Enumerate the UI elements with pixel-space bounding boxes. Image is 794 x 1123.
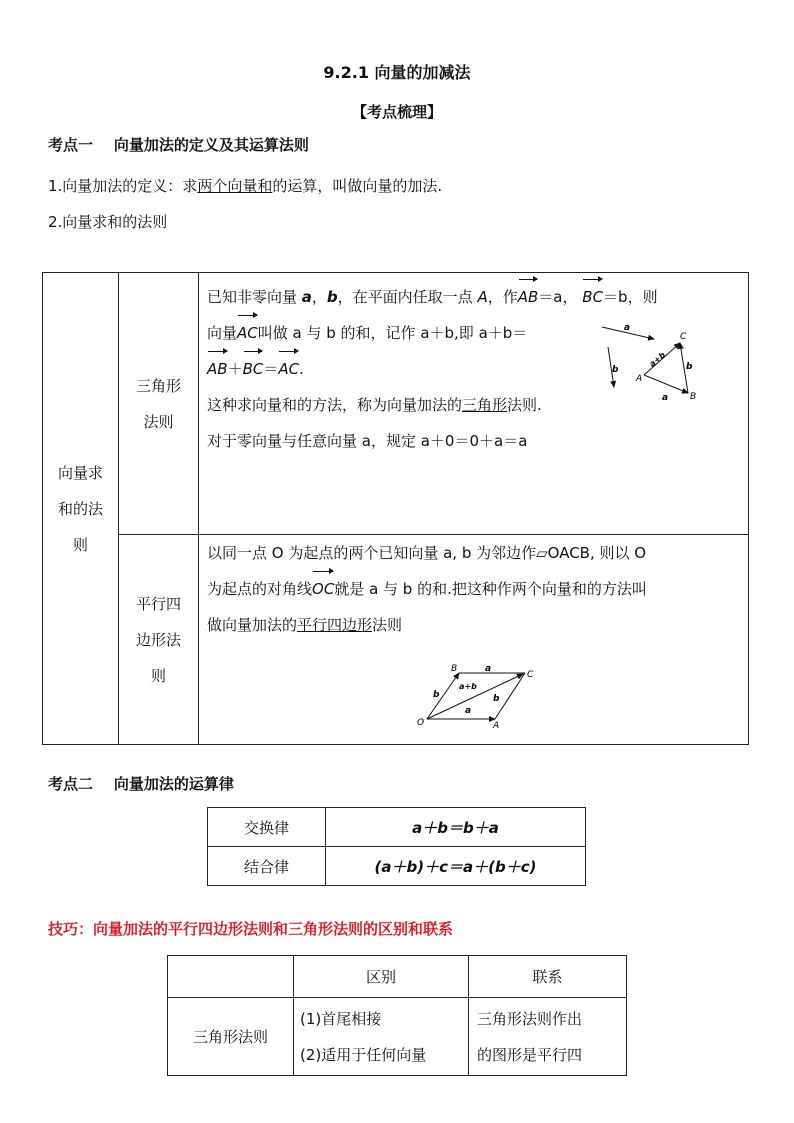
parallelogram-rule-figure [411, 661, 541, 729]
definition-paragraph [48, 175, 442, 196]
fig-B: B [690, 392, 697, 402]
table-row [208, 847, 586, 886]
law-formula: (a＋b)＋c＝a＋(b＋c) [326, 847, 586, 886]
p-l2-b: 就是 a 与 b 的和.把这种作两个向量和的方法叫 [334, 580, 647, 598]
fig2-A: A [493, 721, 500, 729]
fig2-B: B [451, 664, 458, 674]
comparison-table [167, 955, 627, 1076]
t-eq-b: ＝b，则 [603, 288, 658, 306]
row-header-line-1: 向量求 [57, 463, 103, 482]
t-sep1: ， [311, 288, 327, 306]
parallelogram-label-1: 平行四 [135, 594, 181, 613]
vector-BC: BC [582, 279, 603, 315]
row-header-line-2: 和的法 [57, 499, 103, 518]
def-suffix: 的运算，叫做向量的加法. [272, 177, 443, 195]
t-l3-plus: ＋ [227, 360, 243, 378]
fig-a-top: a [624, 323, 631, 333]
row-header-cell [43, 273, 119, 745]
page-title: 9.2.1 向量的加减法 [323, 63, 471, 82]
table-row [208, 808, 586, 847]
vector-OC-line [427, 674, 523, 719]
fig2-C: C [527, 670, 534, 680]
t-l1-a: 已知非零向量 [207, 288, 302, 306]
difference-line-2: (2)适用于任何向量 [300, 1045, 427, 1064]
section2-heading: 考点二 向量加法的运算律 [48, 775, 234, 793]
parallelogram-line-3 [207, 607, 742, 643]
rule-heading: 2.向量求和的法则 [48, 213, 168, 231]
triangle-label-1: 三角形 [135, 376, 181, 395]
fig-A: A [636, 374, 643, 384]
vector-AC: AC [237, 315, 258, 351]
relation-cell [469, 998, 627, 1076]
def-prefix: 1.向量加法的定义：求 [48, 177, 198, 195]
t-vec-b: b [326, 288, 338, 306]
fig-C: C [680, 332, 687, 342]
def-underlined: 两个向量和 [197, 177, 273, 195]
fig-a-bottom: a [662, 393, 669, 403]
fig2-b-left: b [433, 690, 440, 700]
table-row [168, 998, 627, 1076]
fig2-a-top: a [485, 664, 492, 674]
triangle-line-1 [207, 279, 742, 315]
law-name: 交换律 [208, 808, 326, 847]
fig-b-right: b [686, 362, 693, 372]
t-l1-b: ，在平面内任取一点 [337, 288, 478, 306]
table-header-row [168, 956, 627, 998]
fig2-a-mid: a [465, 706, 472, 716]
p-l3-b: 法则 [372, 616, 403, 634]
law-formula: a＋b＝b＋a [326, 808, 586, 847]
header-empty [168, 956, 294, 998]
t-l2-a: 向量 [207, 324, 238, 342]
parallelogram-label-cell [119, 535, 199, 745]
fig2-b-right: b [493, 694, 500, 704]
triangle-label-2: 法则 [143, 412, 174, 431]
relation-line-1: 三角形法则作出 [477, 1009, 583, 1028]
t-l2-b: 叫做 a 与 b 的和，记作 a＋b,即 a＋b＝ [257, 324, 528, 342]
header-relation: 联系 [469, 956, 627, 998]
parallelogram-content-cell [199, 535, 749, 745]
fig2-O: O [417, 718, 425, 728]
vector-OC: OC [312, 571, 334, 607]
t-pt-A: A [477, 288, 488, 306]
header-difference: 区别 [294, 956, 469, 998]
relation-line-2: 的图形是平行四 [477, 1045, 583, 1064]
vector-BC-2: BC [243, 351, 264, 387]
parallelogram-line-1: 以同一点 O 为起点的两个已知向量 a, b 为邻边作▱OACB, 则以 O [207, 544, 647, 562]
section-subtitle: 【考点梳理】 [351, 103, 442, 121]
fig2-apb: a+b [459, 682, 477, 691]
triangle-content-cell [199, 273, 749, 535]
triangle-rule-figure [594, 317, 734, 407]
t-vec-a: a [301, 288, 312, 306]
triangle-line-5: 对于零向量与任意向量 a，规定 a＋0＝0＋a＝a [207, 432, 528, 450]
tip-heading: 技巧：向量加法的平行四边形法则和三角形法则的区别和联系 [48, 920, 454, 938]
vector-AB: AB [518, 279, 539, 315]
vector-AB-line [644, 375, 688, 393]
row-name: 三角形法则 [168, 998, 294, 1076]
fig-b-left: b [612, 365, 619, 375]
p-l3-ul: 平行四边形 [297, 616, 373, 634]
difference-line-1: (1)首尾相接 [300, 1009, 382, 1028]
section1-heading: 考点一 向量加法的定义及其运算法则 [48, 136, 309, 154]
parallelogram-line-2 [207, 571, 742, 607]
t-l4-b: 法则. [507, 396, 542, 414]
row-header-line-3: 则 [72, 535, 88, 554]
p-l3-a: 做向量加法的 [207, 616, 298, 634]
laws-table [207, 807, 586, 886]
vector-AC-2: AC [278, 351, 299, 387]
t-eq-a: ＝a， [538, 288, 578, 306]
t-l4-ul: 三角形 [462, 396, 508, 414]
triangle-label-cell [119, 273, 199, 535]
p-l2-a: 为起点的对角线 [207, 580, 313, 598]
parallelogram-label-3: 则 [150, 666, 166, 685]
law-name: 结合律 [208, 847, 326, 886]
vector-AB-2: AB [207, 351, 228, 387]
t-l3-end: . [299, 360, 304, 378]
vector-OB-line [427, 673, 459, 719]
parallelogram-label-2: 边形法 [135, 630, 181, 649]
t-l3-eq: ＝ [263, 360, 279, 378]
t-l1-c: ，作 [487, 288, 518, 306]
t-l4-a: 这种求向量和的方法，称为向量加法的 [207, 396, 463, 414]
difference-cell [294, 998, 469, 1076]
addition-rules-table [42, 272, 749, 745]
fig-apb: a+b [647, 350, 668, 369]
